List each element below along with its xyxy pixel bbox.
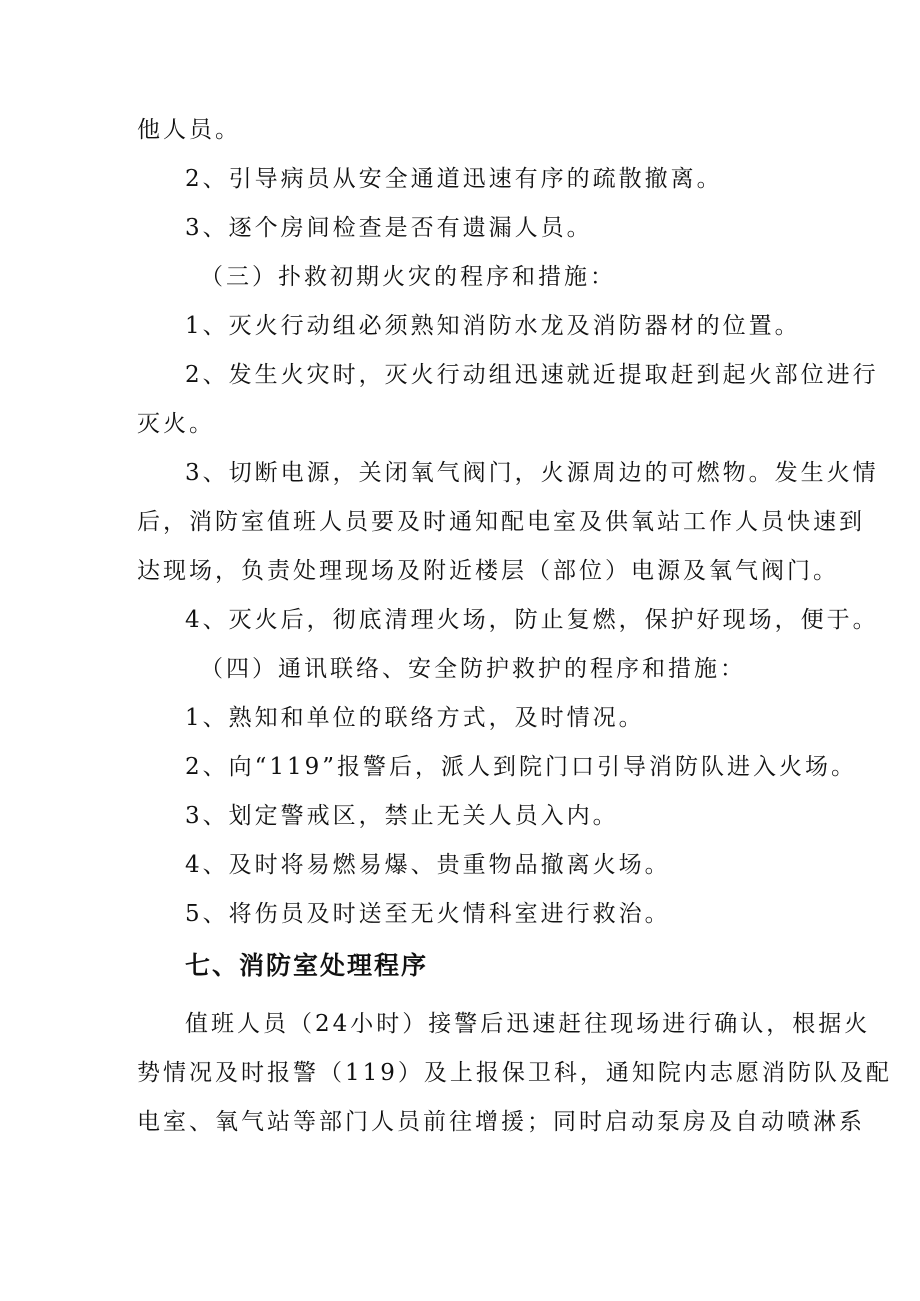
list-item: 1、熟知和单位的联络方式，及时情况。 xyxy=(185,705,645,731)
list-item: 4、及时将易燃易爆、贵重物品撤离火场。 xyxy=(185,852,671,878)
section-heading: 七、消防室处理程序 xyxy=(185,951,429,980)
paragraph-line: 他人员。 xyxy=(137,117,241,143)
paragraph-line: 后，消防室值班人员要及时通知配电室及供氧站工作人员快速到 xyxy=(137,509,865,535)
list-item: 3、逐个房间检查是否有遗漏人员。 xyxy=(185,215,593,241)
list-item: 3、切断电源，关闭氧气阀门，火源周边的可燃物。发生火情 xyxy=(185,460,879,486)
subsection-heading: （三）扑救初期火灾的程序和措施： xyxy=(200,264,616,290)
list-item: 2、向“119”报警后，派人到院门口引导消防队进入火场。 xyxy=(185,754,858,780)
list-item: 4、灭火后，彻底清理火场，防止复燃，保护好现场，便于。 xyxy=(185,607,879,633)
subsection-heading: （四）通讯联络、安全防护救护的程序和措施： xyxy=(200,656,746,682)
paragraph-line: 达现场，负责处理现场及附近楼层（部位）电源及氧气阀门。 xyxy=(137,558,839,584)
paragraph-line: 电室、氧气站等部门人员前往增援；同时启动泵房及自动喷淋系 xyxy=(137,1109,865,1135)
paragraph-line: 势情况及时报警（119）及上报保卫科，通知院内志愿消防队及配 xyxy=(137,1060,892,1086)
list-item: 5、将伤员及时送至无火情科室进行救治。 xyxy=(185,901,671,927)
paragraph-line: 灭火。 xyxy=(137,411,215,437)
list-item: 3、划定警戒区，禁止无关人员入内。 xyxy=(185,803,619,829)
paragraph-line: 值班人员（24小时）接警后迅速赶往现场进行确认，根据火 xyxy=(185,1011,871,1037)
list-item: 2、引导病员从安全通道迅速有序的疏散撤离。 xyxy=(185,166,723,192)
list-item: 2、发生火灾时，灭火行动组迅速就近提取赶到起火部位进行 xyxy=(185,362,879,388)
list-item: 1、灭火行动组必须熟知消防水龙及消防器材的位置。 xyxy=(185,313,801,339)
